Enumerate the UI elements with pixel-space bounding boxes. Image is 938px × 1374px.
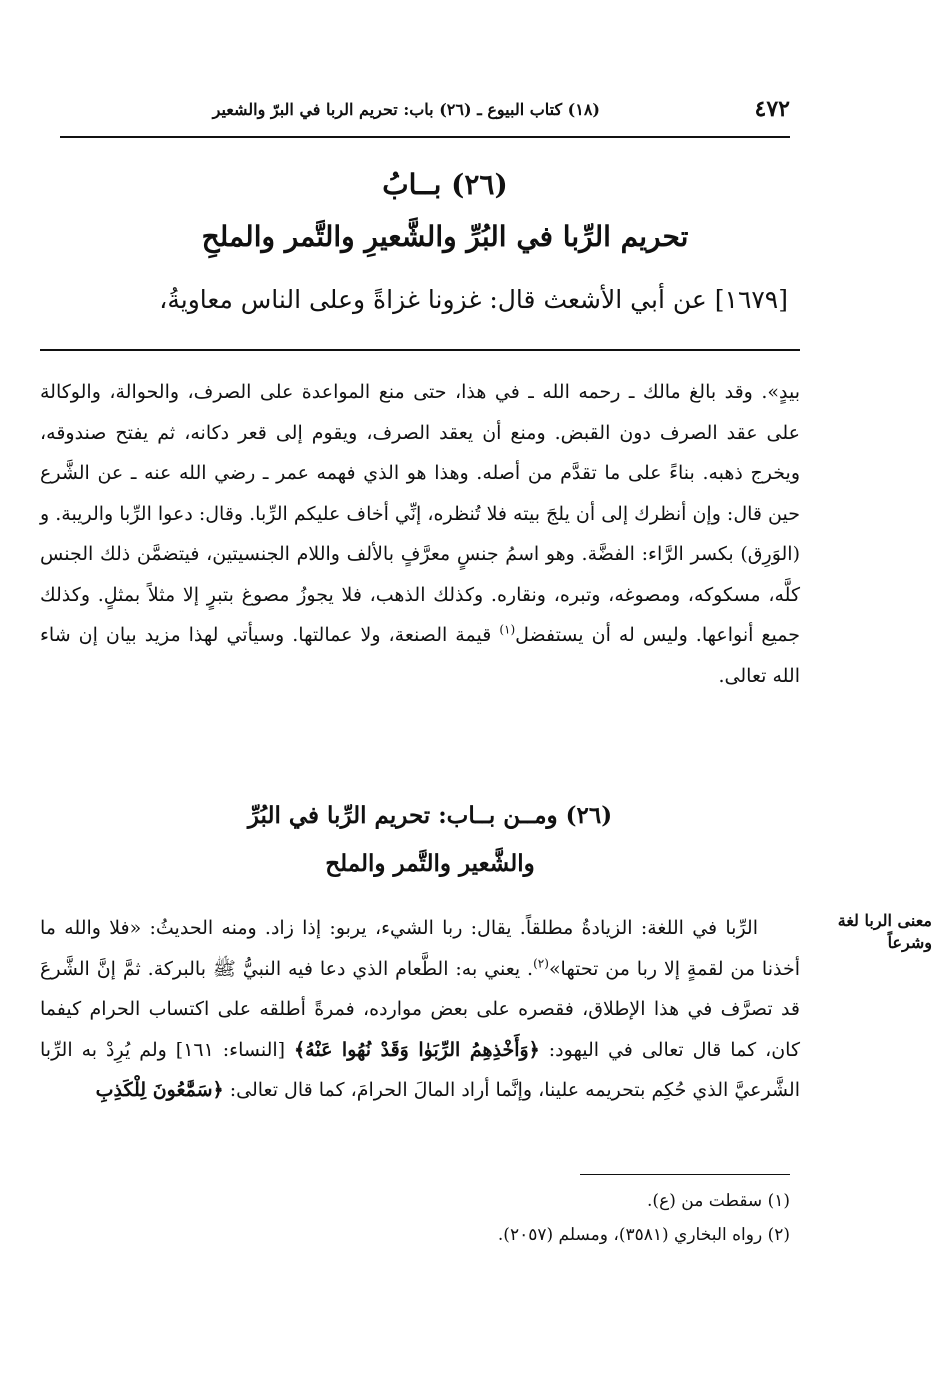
body-text-1: الرِّبا في اللغة: الزيادةُ مطلقاً. يقال: ربا الشيء، يربو: إذا زاد. ومنه الحديثُ: «فلا والله ما أخذنا من لقمةٍ إلا ربا من تحتها» bbox=[40, 917, 800, 980]
hadith-number: [١٦٧٩] bbox=[714, 285, 788, 314]
section-heading-line1: (٢٦) ومــن بــاب: تحريم الرِّبا في البُرِّ bbox=[247, 802, 613, 829]
margin-note: معنى الربا لغة وشرعاً bbox=[837, 911, 932, 952]
footnotes bbox=[190, 1184, 790, 1252]
quran-verse-1: ﴿وَأَخْذِهِمُ الرِّبَوٰا وَقَدْ نُهُوا عَنْهُ﴾ bbox=[294, 1038, 540, 1061]
chapter-title: تحريم الرِّبا في البُرِّ والشَّعيرِ والتَّمر والملحِ bbox=[201, 220, 689, 253]
chapter-heading bbox=[120, 160, 770, 264]
section-divider bbox=[40, 349, 800, 351]
running-header bbox=[60, 96, 790, 138]
running-title: (١٨) كتاب البيوع ـ (٢٦) باب: تحريم الربا في البرّ والشعير bbox=[212, 100, 600, 119]
footnote-ref-2: (٢) bbox=[533, 956, 549, 971]
section-heading-line2: والشَّعير والتَّمر والملح bbox=[325, 850, 535, 877]
chapter-number: (٢٦) بــابُ bbox=[382, 168, 508, 201]
body-text-3: [النساء: ١٦١] ولم يُرِدْ به الرِّبا الشَّرعيَّ الذي حُكِم بتحريمه علينا، وإنَّما أراد المالَ الحرامَ، كما قال تعالى: bbox=[40, 1038, 800, 1101]
body-text-2: . يعني به: الطَّعام الذي دعا فيه النبيُّ ﷺ بالبركة. ثمَّ إنَّ الشَّرعَ قد تصرَّف في هذا الإطلاق، فقصره على بعض موارده، فمرةً أطلقه على اكتساب الحرام كيفما كان، كما قال تعالى في اليهود: bbox=[40, 957, 800, 1061]
footnote-1: (١) سقطت من (ع). bbox=[647, 1191, 790, 1211]
commentary-text: بيدٍ». وقد بالغ مالك ـ رحمه الله ـ في هذا، حتى منع المواعدة على الصرف، والحوالة، والوكالة على عقد الصرف دون القبض. ومنع أن يعقد الصرف، ويقوم إلى قعر دكانه، ثم يفتح صندوقه، ويخرج ذهبه. بناءً على ما تقدَّم من أصله. وهذا هو الذي فهمه عمر ـ رضي الله عنه ـ عن الشَّرع حين قال: وإن أنظرك إلى أن يلجَ بيته فلا تُنظره، إنِّي أخاف عليكم الرِّبا. وقال: دعوا الرِّبا والريبة. و (الوَرِق) بكسر الرَّاء: الفضَّة. وهو اسمُ جنسٍ معرَّفٍ بالألف واللام الجنسيتين، فيتضمَّن ذلك الجنس كلَّه، مسكوكه، ومصوغه، وتبره، ونقاره. وكذلك الذهب، فلا يجوزُ مصوغ بتبرٍ إلا مثلاً بمثلٍ. وكذلك جميع أنواعها. وليس له أن يستفضل bbox=[40, 381, 800, 646]
footnote-2: (٢) رواه البخاري (٣٥٨١)، ومسلم (٢٠٥٧). bbox=[497, 1225, 790, 1245]
main-body-paragraph bbox=[40, 908, 800, 1111]
section-heading bbox=[120, 792, 740, 888]
footnote-divider bbox=[580, 1174, 790, 1175]
commentary-paragraph bbox=[40, 372, 800, 696]
footnote-ref-1: (١) bbox=[499, 622, 516, 637]
hadith-text bbox=[128, 272, 788, 328]
hadith-body: عن أبي الأشعث قال: غزونا غزاةً وعلى الناس معاويةُ، bbox=[159, 285, 707, 314]
quran-verse-2: ﴿سَمَّٰعُونَ لِلْكَذِبِ bbox=[95, 1079, 224, 1101]
page-number: ٤٧٢ bbox=[754, 96, 790, 122]
commentary-text-end: قيمة الصنعة، ولا عمالتها. وسيأتي لهذا مزيد بيان إن شاء الله تعالى. bbox=[40, 624, 800, 687]
